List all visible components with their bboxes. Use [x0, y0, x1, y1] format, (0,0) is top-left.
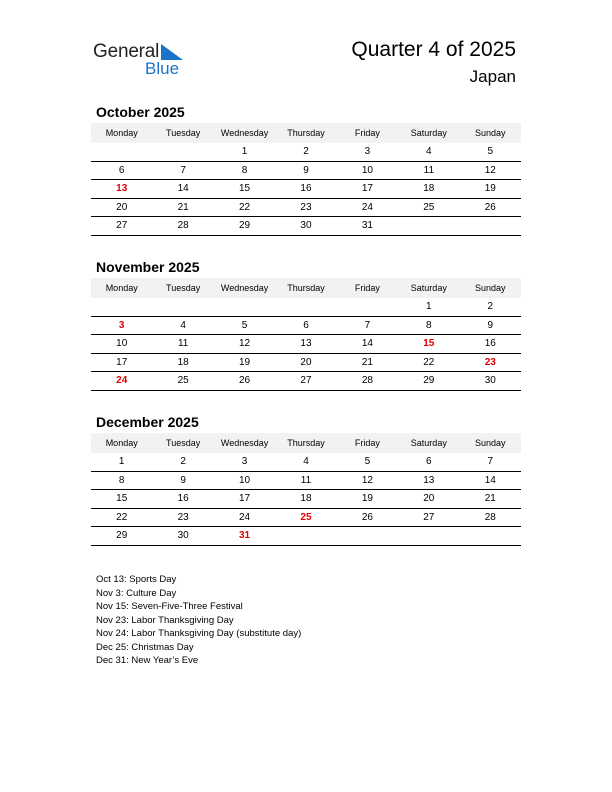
- day-cell: 25: [398, 198, 459, 217]
- day-cell: 28: [152, 217, 213, 236]
- day-cell: 6: [398, 453, 459, 471]
- day-cell: 18: [152, 353, 213, 372]
- day-cell: 28: [460, 508, 521, 527]
- day-cell: 6: [91, 161, 152, 180]
- day-cell: 12: [337, 471, 398, 490]
- empty-cell: [337, 298, 398, 316]
- logo-text-blue: Blue: [145, 59, 180, 78]
- day-cell: 8: [214, 161, 275, 180]
- day-cell: 26: [337, 508, 398, 527]
- day-cell: 17: [337, 180, 398, 199]
- day-cell: 26: [460, 198, 521, 217]
- day-cell: 11: [275, 471, 336, 490]
- weekday-header: Wednesday: [214, 278, 275, 298]
- empty-cell: [337, 527, 398, 546]
- day-cell: 31: [214, 527, 275, 546]
- day-cell: 13: [275, 335, 336, 354]
- day-cell: 16: [275, 180, 336, 199]
- calendar-table: [91, 278, 521, 391]
- day-cell: 14: [152, 180, 213, 199]
- day-cell: 20: [398, 490, 459, 509]
- day-cell: 4: [152, 316, 213, 335]
- holiday-notes: [96, 573, 301, 668]
- empty-cell: [152, 143, 213, 161]
- day-cell: 5: [460, 143, 521, 161]
- week-row: [91, 335, 521, 354]
- week-row: [91, 353, 521, 372]
- day-cell: 24: [337, 198, 398, 217]
- day-cell: 11: [398, 161, 459, 180]
- day-cell: 16: [460, 335, 521, 354]
- logo-text-general: General: [93, 41, 160, 62]
- day-cell: 9: [152, 471, 213, 490]
- month-december: [91, 413, 521, 546]
- weekday-header: Sunday: [460, 433, 521, 453]
- weekday-header: Monday: [91, 123, 152, 143]
- day-cell: 2: [275, 143, 336, 161]
- day-cell: 12: [460, 161, 521, 180]
- day-cell: 16: [152, 490, 213, 509]
- week-row: [91, 198, 521, 217]
- day-cell: 20: [275, 353, 336, 372]
- day-cell: 28: [337, 372, 398, 391]
- day-cell: 4: [398, 143, 459, 161]
- day-cell: 29: [214, 217, 275, 236]
- day-cell: 15: [214, 180, 275, 199]
- weekday-header: Monday: [91, 433, 152, 453]
- day-cell: 8: [91, 471, 152, 490]
- week-row: [91, 508, 521, 527]
- empty-cell: [460, 217, 521, 236]
- month-november: [91, 258, 521, 391]
- day-cell: 21: [460, 490, 521, 509]
- weekday-header: Wednesday: [214, 123, 275, 143]
- day-cell: 25: [152, 372, 213, 391]
- weekday-header: Friday: [337, 433, 398, 453]
- empty-cell: [398, 217, 459, 236]
- day-cell: 22: [398, 353, 459, 372]
- day-cell: 2: [152, 453, 213, 471]
- empty-cell: [91, 298, 152, 316]
- weekday-header: Sunday: [460, 278, 521, 298]
- day-cell: 9: [275, 161, 336, 180]
- week-row: [91, 217, 521, 236]
- week-row: [91, 527, 521, 546]
- weekday-header: Tuesday: [152, 278, 213, 298]
- day-cell: 18: [398, 180, 459, 199]
- empty-cell: [398, 527, 459, 546]
- day-cell: 14: [460, 471, 521, 490]
- country-name: Japan: [469, 67, 516, 86]
- day-cell: 11: [152, 335, 213, 354]
- weekday-header: Saturday: [398, 123, 459, 143]
- day-cell: 3: [337, 143, 398, 161]
- day-cell: 24: [214, 508, 275, 527]
- day-cell: 4: [275, 453, 336, 471]
- day-cell: 6: [275, 316, 336, 335]
- day-cell: 15: [398, 335, 459, 354]
- week-row: [91, 490, 521, 509]
- weekday-header-row: [91, 123, 521, 143]
- day-cell: 5: [337, 453, 398, 471]
- day-cell: 9: [460, 316, 521, 335]
- weekday-header: Monday: [91, 278, 152, 298]
- week-row: [91, 143, 521, 161]
- weekday-header: Tuesday: [152, 123, 213, 143]
- day-cell: 21: [152, 198, 213, 217]
- day-cell: 30: [275, 217, 336, 236]
- weekday-header: Saturday: [398, 433, 459, 453]
- day-cell: 19: [214, 353, 275, 372]
- day-cell: 20: [91, 198, 152, 217]
- day-cell: 1: [214, 143, 275, 161]
- day-cell: 8: [398, 316, 459, 335]
- weekday-header: Saturday: [398, 278, 459, 298]
- day-cell: 22: [214, 198, 275, 217]
- day-cell: 30: [152, 527, 213, 546]
- day-cell: 10: [337, 161, 398, 180]
- day-cell: 25: [275, 508, 336, 527]
- week-row: [91, 471, 521, 490]
- day-cell: 19: [460, 180, 521, 199]
- weekday-header: Thursday: [275, 278, 336, 298]
- day-cell: 31: [337, 217, 398, 236]
- day-cell: 3: [91, 316, 152, 335]
- day-cell: 27: [275, 372, 336, 391]
- weekday-header: Friday: [337, 123, 398, 143]
- day-cell: 13: [398, 471, 459, 490]
- weekday-header: Sunday: [460, 123, 521, 143]
- page-title: Quarter 4 of 2025: [351, 38, 516, 61]
- day-cell: 15: [91, 490, 152, 509]
- week-row: [91, 161, 521, 180]
- week-row: [91, 316, 521, 335]
- day-cell: 13: [91, 180, 152, 199]
- empty-cell: [275, 298, 336, 316]
- day-cell: 22: [91, 508, 152, 527]
- day-cell: 26: [214, 372, 275, 391]
- weekday-header: Tuesday: [152, 433, 213, 453]
- day-cell: 30: [460, 372, 521, 391]
- day-cell: 23: [460, 353, 521, 372]
- empty-cell: [275, 527, 336, 546]
- week-row: [91, 180, 521, 199]
- logo-triangle-icon: [161, 44, 183, 60]
- calendar-table: [91, 433, 521, 546]
- weekday-header: Thursday: [275, 433, 336, 453]
- day-cell: 7: [152, 161, 213, 180]
- day-cell: 2: [460, 298, 521, 316]
- day-cell: 10: [91, 335, 152, 354]
- holiday-note: Nov 3: Culture Day: [96, 587, 177, 599]
- weekday-header-row: [91, 433, 521, 453]
- empty-cell: [460, 527, 521, 546]
- day-cell: 7: [337, 316, 398, 335]
- month-october: [91, 103, 521, 236]
- day-cell: 27: [91, 217, 152, 236]
- day-cell: 1: [398, 298, 459, 316]
- day-cell: 14: [337, 335, 398, 354]
- weekday-header: Wednesday: [214, 433, 275, 453]
- generalblue-logo: [93, 41, 193, 81]
- month-title: December 2025: [96, 414, 199, 430]
- day-cell: 3: [214, 453, 275, 471]
- month-title: November 2025: [96, 259, 200, 275]
- day-cell: 21: [337, 353, 398, 372]
- day-cell: 18: [275, 490, 336, 509]
- holiday-note: Nov 15: Seven-Five-Three Festival: [96, 601, 243, 612]
- day-cell: 5: [214, 316, 275, 335]
- day-cell: 23: [152, 508, 213, 527]
- day-cell: 1: [91, 453, 152, 471]
- day-cell: 27: [398, 508, 459, 527]
- holiday-note: Nov 24: Labor Thanksgiving Day (substitute day): [96, 628, 302, 639]
- day-cell: 17: [91, 353, 152, 372]
- empty-cell: [152, 298, 213, 316]
- week-row: [91, 298, 521, 316]
- day-cell: 17: [214, 490, 275, 509]
- day-cell: 19: [337, 490, 398, 509]
- weekday-header-row: [91, 278, 521, 298]
- weekday-header: Friday: [337, 278, 398, 298]
- day-cell: 29: [398, 372, 459, 391]
- day-cell: 24: [91, 372, 152, 391]
- holiday-note: Nov 23: Labor Thanksgiving Day: [96, 614, 234, 626]
- holiday-note: Oct 13: Sports Day: [96, 574, 177, 585]
- week-row: [91, 372, 521, 391]
- calendar-table: [91, 123, 521, 236]
- month-title: October 2025: [96, 104, 185, 120]
- day-cell: 23: [275, 198, 336, 217]
- weekday-header: Thursday: [275, 123, 336, 143]
- day-cell: 12: [214, 335, 275, 354]
- empty-cell: [91, 143, 152, 161]
- day-cell: 29: [91, 527, 152, 546]
- day-cell: 10: [214, 471, 275, 490]
- empty-cell: [214, 298, 275, 316]
- week-row: [91, 453, 521, 471]
- holiday-note: Dec 25: Christmas Day: [96, 641, 194, 653]
- day-cell: 7: [460, 453, 521, 471]
- holiday-note: Dec 31: New Year’s Eve: [96, 655, 199, 666]
